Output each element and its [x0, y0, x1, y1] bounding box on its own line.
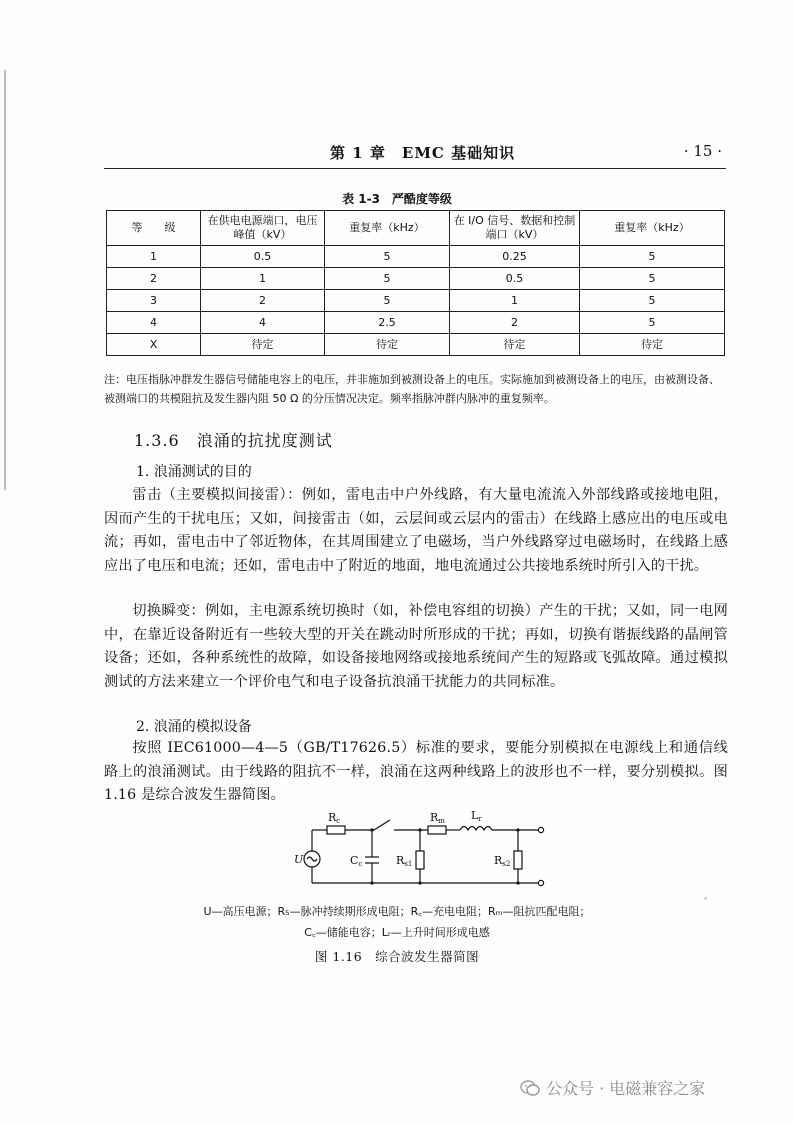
label-rm: Rm	[430, 811, 445, 825]
wechat-icon	[520, 1078, 540, 1098]
resistor-rm	[428, 826, 446, 834]
label-u: U	[294, 853, 304, 866]
table-note: 注：电压指脉冲群发生器信号储能电容上的电压，并非施加到被测设备上的电压。实际施加到被测设备上的电压，由被测设备、被测端口的共模阻抗及发生器内阻 50 Ω 的分压情况决定。频率指脉冲群内脉冲的重复频率。	[104, 373, 720, 405]
table-row	[107, 246, 725, 268]
watermark-text: 公众号 · 电磁兼容之家	[546, 1079, 706, 1098]
figure-legend: U—高压电源；R₅—脉冲持续期形成电阻；R꜀—充电电阻；Rₘ—阻抗匹配电阻；	[203, 905, 591, 918]
table-header-cell: 在供电电源端口，电压峰值（kV）	[201, 211, 325, 246]
table-row	[107, 334, 725, 356]
table-row	[107, 290, 725, 312]
table-cell: 5	[580, 312, 725, 334]
table-cell: 4	[201, 312, 325, 334]
table-cell: 待定	[201, 334, 325, 356]
table-cell: 5	[325, 268, 450, 290]
table-row	[107, 268, 725, 290]
table-cell: 2	[201, 290, 325, 312]
table-cell: 1	[450, 290, 580, 312]
paragraph-switching: 切换瞬变：例如，主电源系统切换时（如，补偿电容组的切换）产生的干扰；又如，同一电网中，在靠近设备附近有一些较大型的开关在跳动时所形成的干扰；再如，切换有谐振线路的晶闸管设备；还如，各种系统性的故障，如设备接地网络或接地系统间产生的短路或飞弧故障。通过模拟测试的方法来建立一个评价电气和电子设备抗浪涌干扰能力的共同标准。	[104, 603, 728, 690]
table-row	[107, 312, 725, 334]
table-caption: 表 1-3 严酷度等级	[342, 192, 452, 206]
page-number: · 15 ·	[683, 142, 722, 160]
table-cell: X	[107, 334, 201, 356]
inductor-lr	[460, 827, 492, 831]
table-header-cell: 重复率（kHz）	[325, 211, 450, 246]
subsection-heading: 2. 浪涌的模拟设备	[136, 719, 252, 735]
table-header-cell: 重复率（kHz）	[580, 211, 725, 246]
figure-caption: 图 1.16 综合波发生器简图	[314, 949, 480, 964]
label-cc: Cc	[350, 854, 363, 868]
watermark	[520, 1076, 705, 1099]
header-rule	[104, 168, 726, 169]
severity-table	[106, 210, 725, 356]
table-cell: 1	[201, 268, 325, 290]
label-lr: Lr	[471, 809, 482, 823]
table-cell: 2	[450, 312, 580, 334]
table-cell: 待定	[325, 334, 450, 356]
stray-mark: ˊ	[702, 896, 708, 910]
table-cell: 5	[580, 290, 725, 312]
table-cell: 4	[107, 312, 201, 334]
table-cell: 5	[580, 246, 725, 268]
table-cell: 0.5	[201, 246, 325, 268]
table-cell: 5	[580, 268, 725, 290]
book-spine-shadow	[4, 70, 6, 490]
table-cell: 2.5	[325, 312, 450, 334]
table-cell: 0.25	[450, 246, 580, 268]
table-header-cell: 在 I/O 信号、数据和控制端口（kV）	[450, 211, 580, 246]
label-rs1: Rs1	[396, 854, 413, 868]
table-cell: 0.5	[450, 268, 580, 290]
table-cell: 待定	[450, 334, 580, 356]
output-terminal	[538, 880, 543, 885]
label-rs2: Rs2	[494, 854, 511, 868]
page-header	[104, 142, 724, 166]
surge-generator-circuit-diagram	[290, 808, 560, 894]
section-title: 1.3.6 浪涌的抗扰度测试	[134, 431, 333, 450]
table-cell: 待定	[580, 334, 725, 356]
switch	[374, 820, 390, 830]
table-header-cell: 等 级	[107, 211, 201, 246]
resistor-rs1	[416, 851, 424, 869]
figure-legend: C꜀—储能电容；Lᵣ—上升时间形成电感	[304, 926, 490, 939]
resistor-rs2	[514, 851, 522, 869]
table-cell: 5	[325, 290, 450, 312]
chapter-title: 第 1 章 EMC 基础知识	[330, 144, 516, 162]
table-cell: 2	[107, 268, 201, 290]
resistor-rc	[327, 826, 345, 834]
output-terminal	[538, 827, 543, 832]
paragraph-simulation: 按照 IEC61000—4—5（GB/T17626.5）标准的要求，要能分别模拟在电源线上和通信线路上的浪涌测试。由于线路的阻抗不一样，浪涌在这两种线路上的波形也不一样，要分别模拟。图 1.16 是综合波发生器简图。	[104, 740, 728, 803]
table-cell: 5	[325, 246, 450, 268]
table-header-row	[107, 211, 725, 246]
table-cell: 1	[107, 246, 201, 268]
subsection-heading: 1. 浪涌测试的目的	[136, 464, 252, 480]
paragraph-lightning: 雷击（主要模拟间接雷）：例如，雷电击中户外线路，有大量电流流入外部线路或接地电阻，因而产生的干扰电压；又如，间接雷击（如，云层间或云层内的雷击）在线路上感应出的电压或电流；再如，雷电击中了邻近物体，在其周围建立了电磁场，当户外线路穿过电磁场时，在线路上感应出了电压和电流；还如，雷电击中了附近的地面，地电流通过公共接地系统时所引入的干扰。	[104, 487, 728, 574]
table-cell: 3	[107, 290, 201, 312]
label-rc: Rc	[328, 811, 341, 825]
